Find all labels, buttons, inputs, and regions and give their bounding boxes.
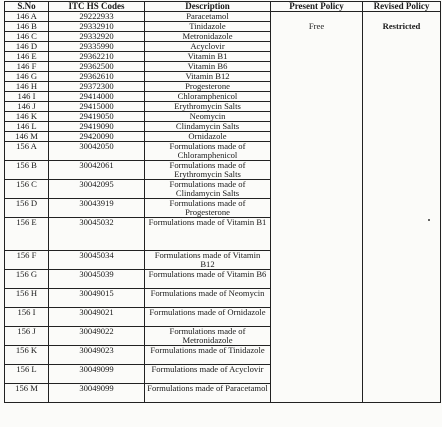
cell-itc-code: 29362210 xyxy=(49,52,145,62)
cell-present-policy xyxy=(271,102,363,112)
cell-sno: 156 F xyxy=(5,251,49,270)
table-row xyxy=(5,102,441,112)
cell-description: Ornidazole xyxy=(145,132,271,142)
cell-revised-policy xyxy=(363,289,441,308)
cell-sno: 146 M xyxy=(5,132,49,142)
cell-revised-policy xyxy=(363,218,441,251)
cell-description: Vitamin B1 xyxy=(145,52,271,62)
cell-present-policy xyxy=(271,289,363,308)
cell-description: Paracetamol xyxy=(145,12,271,22)
cell-sno: 156 K xyxy=(5,346,49,365)
cell-itc-code: 30049023 xyxy=(49,346,145,365)
cell-present-policy xyxy=(271,52,363,62)
cell-description: Clindamycin Salts xyxy=(145,122,271,132)
table-row xyxy=(5,199,441,218)
cell-sno: 146 J xyxy=(5,102,49,112)
table-row xyxy=(5,92,441,102)
cell-description: Formulations made of Tinidazole xyxy=(145,346,271,365)
cell-sno: 156 L xyxy=(5,365,49,384)
cell-description: Neomycin xyxy=(145,112,271,122)
cell-itc-code: 29332910 xyxy=(49,22,145,32)
cell-revised-policy xyxy=(363,327,441,346)
cell-itc-code: 30042061 xyxy=(49,161,145,180)
cell-revised-policy xyxy=(363,251,441,270)
cell-itc-code: 29420090 xyxy=(49,132,145,142)
table-row xyxy=(5,112,441,122)
table-row xyxy=(5,42,441,52)
table-row xyxy=(5,22,441,32)
table-row xyxy=(5,270,441,289)
cell-revised-policy xyxy=(363,365,441,384)
cell-revised-policy xyxy=(363,132,441,142)
cell-revised-policy xyxy=(363,199,441,218)
table-row xyxy=(5,289,441,308)
header-revised-policy: Revised Policy xyxy=(363,2,441,12)
table-row xyxy=(5,12,441,22)
cell-description: Acyclovir xyxy=(145,42,271,52)
cell-sno: 146 G xyxy=(5,72,49,82)
cell-present-policy xyxy=(271,327,363,346)
cell-description: Progesterone xyxy=(145,82,271,92)
cell-itc-code: 29222933 xyxy=(49,12,145,22)
cell-description: Formulations made of Acyclovir xyxy=(145,365,271,384)
cell-revised-policy xyxy=(363,270,441,289)
table-row xyxy=(5,365,441,384)
cell-itc-code: 29372300 xyxy=(49,82,145,92)
table-row xyxy=(5,180,441,199)
table-row xyxy=(5,72,441,82)
table-row xyxy=(5,82,441,92)
cell-present-policy xyxy=(271,142,363,161)
cell-itc-code: 30049099 xyxy=(49,365,145,384)
cell-sno: 146 B xyxy=(5,22,49,32)
cell-sno: 146 I xyxy=(5,92,49,102)
cell-present-policy xyxy=(271,384,363,403)
cell-revised-policy xyxy=(363,52,441,62)
cell-present-policy xyxy=(271,365,363,384)
header-description: Description xyxy=(145,2,271,12)
header-present-policy: Present Policy xyxy=(271,2,363,12)
cell-sno: 156 C xyxy=(5,180,49,199)
cell-revised-policy xyxy=(363,122,441,132)
cell-present-policy xyxy=(271,62,363,72)
cell-itc-code: 30043919 xyxy=(49,199,145,218)
cell-sno: 146 D xyxy=(5,42,49,52)
cell-description: Formulations made of Erythromycin Salts xyxy=(145,161,271,180)
cell-sno: 146 K xyxy=(5,112,49,122)
cell-itc-code: 30045039 xyxy=(49,270,145,289)
cell-sno: 146 L xyxy=(5,122,49,132)
table-row xyxy=(5,122,441,132)
cell-present-policy xyxy=(271,180,363,199)
cell-itc-code: 30049099 xyxy=(49,384,145,403)
cell-revised-policy xyxy=(363,180,441,199)
cell-itc-code: 29362500 xyxy=(49,62,145,72)
cell-itc-code: 29415000 xyxy=(49,102,145,112)
cell-itc-code: 29335990 xyxy=(49,42,145,52)
cell-revised-policy xyxy=(363,102,441,112)
cell-description: Formulations made of Ornidazole xyxy=(145,308,271,327)
cell-revised-policy xyxy=(363,92,441,102)
cell-sno: 156 E xyxy=(5,218,49,251)
cell-description: Formulations made of Metronidazole xyxy=(145,327,271,346)
cell-sno: 146 E xyxy=(5,52,49,62)
cell-sno: 156 M xyxy=(5,384,49,403)
cell-description: Formulations made of Neomycin xyxy=(145,289,271,308)
cell-description: Vitamin B6 xyxy=(145,62,271,72)
cell-present-policy xyxy=(271,308,363,327)
cell-revised-policy xyxy=(363,161,441,180)
cell-description: Formulations made of Vitamin B6 xyxy=(145,270,271,289)
table-row xyxy=(5,161,441,180)
cell-description: Formulations made of Clindamycin Salts xyxy=(145,180,271,199)
cell-sno: 156 G xyxy=(5,270,49,289)
cell-itc-code: 29414000 xyxy=(49,92,145,102)
cell-description: Tinidazole xyxy=(145,22,271,32)
cell-present-policy xyxy=(271,218,363,251)
cell-description: Erythromycin Salts xyxy=(145,102,271,112)
cell-present-policy: Free xyxy=(271,22,363,32)
cell-itc-code: 30042095 xyxy=(49,180,145,199)
cell-itc-code: 29419090 xyxy=(49,122,145,132)
cell-itc-code: 30042050 xyxy=(49,142,145,161)
cell-description: Formulations made of Paracetamol xyxy=(145,384,271,403)
cell-present-policy xyxy=(271,132,363,142)
cell-itc-code: 29419050 xyxy=(49,112,145,122)
cell-description: Metronidazole xyxy=(145,32,271,42)
cell-sno: 156 B xyxy=(5,161,49,180)
header-row xyxy=(5,2,441,12)
cell-revised-policy xyxy=(363,346,441,365)
cell-sno: 156 H xyxy=(5,289,49,308)
cell-sno: 156 J xyxy=(5,327,49,346)
cell-revised-policy xyxy=(363,62,441,72)
cell-present-policy xyxy=(271,42,363,52)
cell-revised-policy xyxy=(363,12,441,22)
cell-present-policy xyxy=(271,12,363,22)
table-row xyxy=(5,62,441,72)
cell-present-policy xyxy=(271,251,363,270)
table-row xyxy=(5,52,441,62)
table-row xyxy=(5,384,441,403)
table-row xyxy=(5,308,441,327)
cell-present-policy xyxy=(271,270,363,289)
cell-revised-policy xyxy=(363,42,441,52)
cell-description: Chloramphenicol xyxy=(145,92,271,102)
cell-present-policy xyxy=(271,161,363,180)
cell-present-policy xyxy=(271,122,363,132)
cell-revised-policy xyxy=(363,82,441,92)
stray-mark xyxy=(428,219,430,221)
cell-itc-code: 30049015 xyxy=(49,289,145,308)
cell-sno: 146 C xyxy=(5,32,49,42)
cell-sno: 156 D xyxy=(5,199,49,218)
table-row xyxy=(5,142,441,161)
cell-revised-policy xyxy=(363,72,441,82)
cell-sno: 156 A xyxy=(5,142,49,161)
table-row xyxy=(5,327,441,346)
cell-description: Formulations made of Progesterone xyxy=(145,199,271,218)
cell-present-policy xyxy=(271,72,363,82)
table-row xyxy=(5,218,441,251)
cell-itc-code: 30049021 xyxy=(49,308,145,327)
cell-sno: 146 A xyxy=(5,12,49,22)
cell-present-policy xyxy=(271,92,363,102)
cell-present-policy xyxy=(271,112,363,122)
cell-sno: 146 F xyxy=(5,62,49,72)
cell-revised-policy xyxy=(363,32,441,42)
cell-description: Vitamin B12 xyxy=(145,72,271,82)
cell-itc-code: 30049022 xyxy=(49,327,145,346)
cell-description: Formulations made of Chloramphenicol xyxy=(145,142,271,161)
cell-revised-policy: Restricted xyxy=(363,22,441,32)
policy-table xyxy=(4,1,441,403)
cell-revised-policy xyxy=(363,308,441,327)
cell-sno: 156 I xyxy=(5,308,49,327)
header-itc-hs-codes: ITC HS Codes xyxy=(49,2,145,12)
cell-present-policy xyxy=(271,346,363,365)
table-row xyxy=(5,132,441,142)
cell-description: Formulations made of Vitamin B12 xyxy=(145,251,271,270)
cell-itc-code: 30045034 xyxy=(49,251,145,270)
table-row xyxy=(5,251,441,270)
cell-present-policy xyxy=(271,82,363,92)
cell-itc-code: 29362610 xyxy=(49,72,145,82)
cell-present-policy xyxy=(271,32,363,42)
cell-present-policy xyxy=(271,199,363,218)
cell-description: Formulations made of Vitamin B1 xyxy=(145,218,271,251)
cell-revised-policy xyxy=(363,142,441,161)
table-row xyxy=(5,32,441,42)
table-body xyxy=(5,12,441,403)
header-sno: S.No xyxy=(5,2,49,12)
cell-itc-code: 30045032 xyxy=(49,218,145,251)
cell-revised-policy xyxy=(363,384,441,403)
cell-itc-code: 29332920 xyxy=(49,32,145,42)
cell-revised-policy xyxy=(363,112,441,122)
table-row xyxy=(5,346,441,365)
cell-sno: 146 H xyxy=(5,82,49,92)
